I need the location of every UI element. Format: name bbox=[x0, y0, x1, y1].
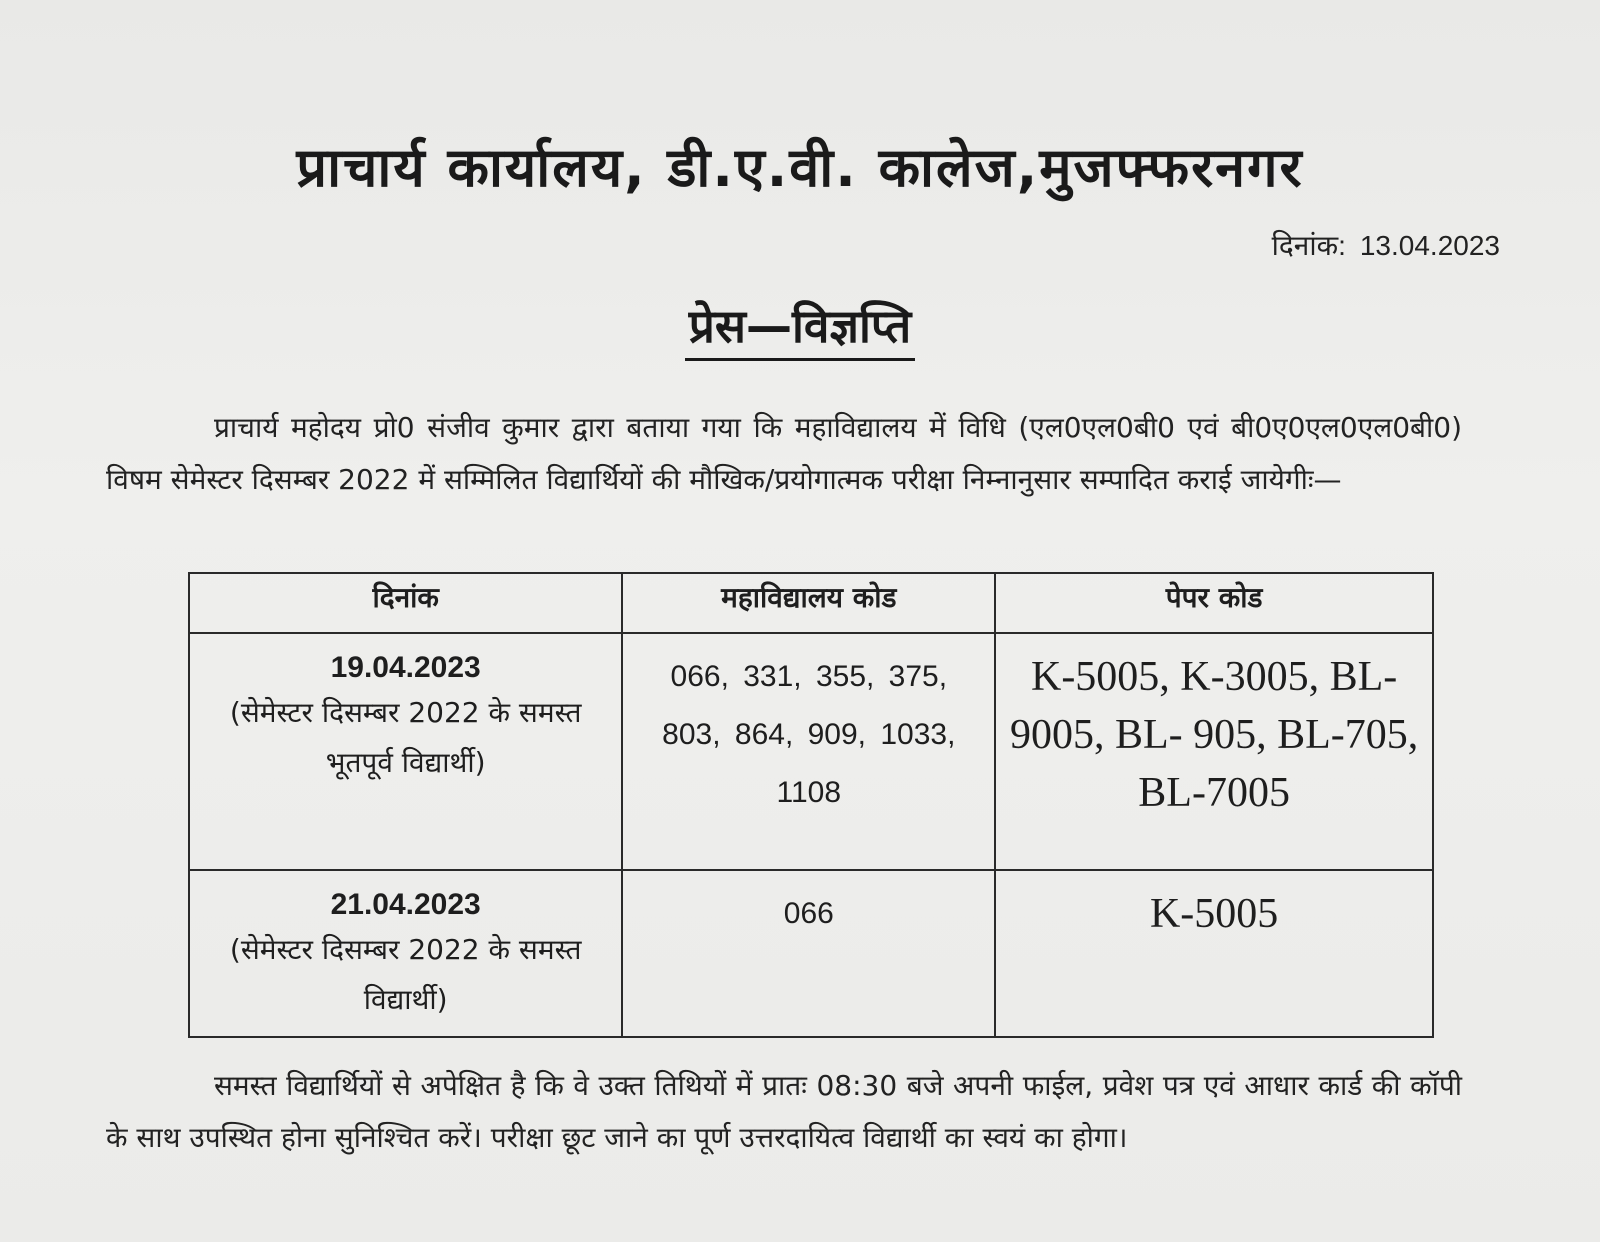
paper-codes: K-5005 bbox=[995, 870, 1433, 1037]
table-row bbox=[189, 870, 1433, 1037]
exam-date-note: (सेमेस्टर दिसम्बर 2022 के समस्त भूतपूर्व विद्यार्थी) bbox=[229, 696, 582, 779]
row-date-cell bbox=[189, 633, 622, 870]
college-codes: 066 bbox=[622, 870, 995, 1037]
college-codes: 066, 331, 355, 375, 803, 864, 909, 1033, 1108 bbox=[622, 633, 995, 870]
exam-date-note: (सेमेस्टर दिसम्बर 2022 के समस्त विद्यार्थी) bbox=[229, 933, 582, 1016]
issue-date-value: 13.04.2023 bbox=[1359, 230, 1500, 261]
table-header-row bbox=[189, 573, 1433, 633]
office-heading: प्राचार्य कार्यालय, डी.ए.वी. कालेज,मुजफ्फरनगर bbox=[296, 136, 1304, 199]
closing-text: समस्त विद्यार्थियों से अपेक्षित है कि वे उक्त तिथियों में प्रातः 08:30 बजे अपनी फाईल, प्रवेश पत्र एवं आधार कार्ड की कॉपी के साथ उपस्थित होना सुनिश्चित करें। परीक्षा छूट जाने का पूर्ण उत्तरदायित्व विद्यार्थी का स्वयं का होगा। bbox=[106, 1069, 1462, 1154]
intro-text: प्राचार्य महोदय प्रो0 संजीव कुमार द्वारा बताया गया कि महाविद्यालय में विधि (एल0एल0बी0 एवं बी0ए0एल0एल0बी0) विषम सेमेस्टर दिसम्बर 2022 में सम्मिलित विद्यार्थियों की मौखिक/प्रयोगात्मक परीक्षा निम्नानुसार सम्पादित कराई जायेगीः— bbox=[106, 411, 1462, 496]
closing-paragraph bbox=[106, 1060, 1462, 1164]
exam-schedule-table bbox=[188, 572, 1434, 1038]
header-paper-code: पेपर कोड bbox=[995, 573, 1433, 633]
table-row bbox=[189, 633, 1433, 870]
intro-paragraph bbox=[106, 402, 1462, 506]
issue-date-label: दिनांक: bbox=[1271, 230, 1346, 261]
issue-date bbox=[1272, 226, 1500, 264]
press-release-title: प्रेस—विज्ञप्ति bbox=[685, 294, 916, 361]
exam-date: 19.04.2023 bbox=[330, 651, 481, 684]
row-date-cell bbox=[189, 870, 622, 1037]
header-date: दिनांक bbox=[189, 573, 622, 633]
exam-date: 21.04.2023 bbox=[330, 888, 481, 921]
header-college-code: महाविद्यालय कोड bbox=[622, 573, 995, 633]
paper-codes: K-5005, K-3005, BL-9005, BL- 905, BL-705, BL-7005 bbox=[995, 633, 1433, 870]
press-release-title-wrap bbox=[0, 294, 1600, 361]
